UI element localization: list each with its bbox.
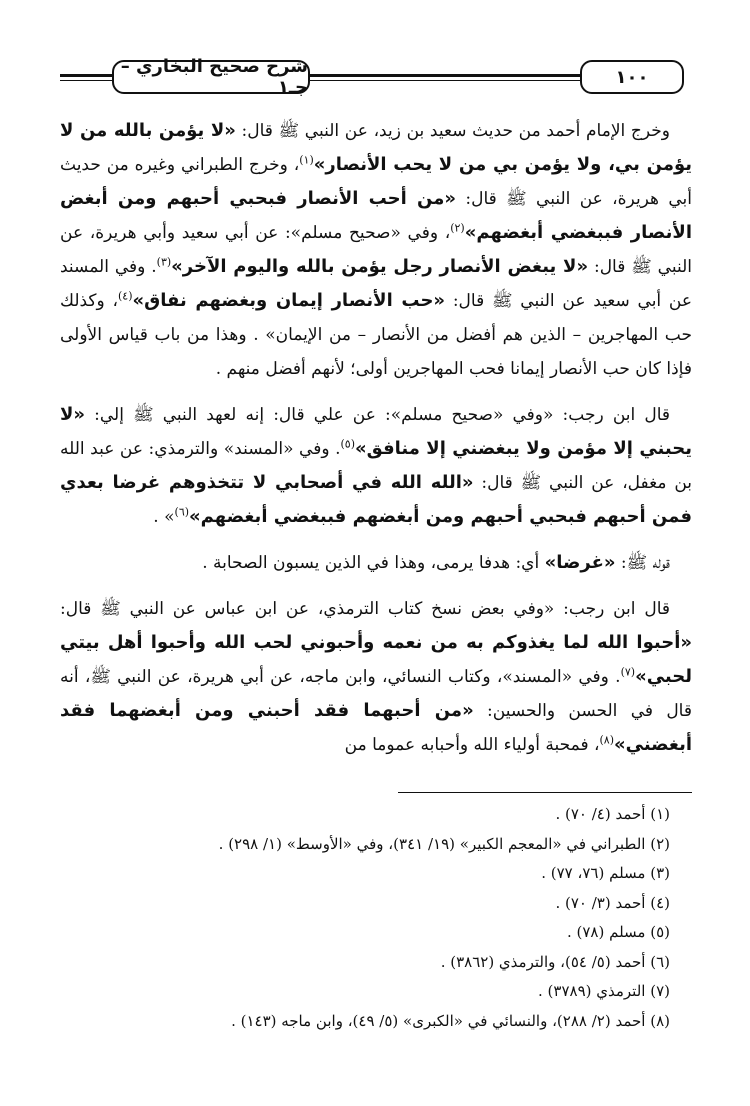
footnote: (٣) مسلم (٧٦، ٧٧) . bbox=[541, 864, 670, 882]
text-run: أي: هدفا يرمى، وهذا في الذين يسبون الصحابة . bbox=[202, 553, 545, 573]
hadith-quote: «غرضا» bbox=[544, 552, 616, 573]
text-run: قوله ﷺ: bbox=[615, 553, 670, 573]
footnotes bbox=[60, 800, 692, 1036]
text-run: قال ابن رجب: «وفي «صحيح مسلم»: عن علي قال: إنه لعهد النبي ﷺ إلي: bbox=[85, 405, 670, 425]
footnote: (٥) مسلم (٧٨) . bbox=[566, 923, 670, 941]
hadith-quote: «من أحب الأنصار فبحبي أحبهم ومن أبغض الأنصار فببغضي أبغضهم» bbox=[60, 188, 693, 243]
hadith-quote: «من أحبهما فقد أحبني ومن أبغضهما فقد أبغضني» bbox=[60, 700, 692, 755]
footnote-marker: (٢) bbox=[450, 221, 465, 235]
footnote: (٤) أحمد (٣/ ٧٠) . bbox=[555, 893, 670, 912]
footnote-marker: (١) bbox=[299, 153, 314, 167]
hadith-quote: «لا يحبني إلا مؤمن ولا يبغضني إلا منافق» bbox=[60, 404, 692, 459]
running-title: شرح صحيح البخاري – جـ١ bbox=[112, 60, 310, 94]
paragraph bbox=[60, 546, 692, 580]
hadith-quote: «حب الأنصار إيمان وبغضهم نفاق» bbox=[132, 290, 446, 311]
page-number: ١٠٠ bbox=[580, 60, 684, 94]
footnote: (٢) الطبراني في «المعجم الكبير» (١٩/ ٣٤١)، وفي «الأوسط» (١/ ٢٩٨) . bbox=[218, 834, 670, 853]
footnote-separator bbox=[398, 792, 692, 793]
footnote: (٧) الترمذي (٣٧٨٩) . bbox=[538, 982, 670, 1000]
text-run: قال ابن رجب: «وفي بعض نسخ كتاب الترمذي، عن ابن عباس عن النبي ﷺ قال: bbox=[60, 599, 670, 619]
hadith-quote: «لا يؤمن بالله من لا يؤمن بي، ولا يؤمن بي من لا يحب الأنصار» bbox=[60, 120, 693, 175]
text-run: . وفي «المسند»، وكتاب النسائي، وابن ماجه، عن أبي هريرة، عن النبي ﷺ، أنه قال في الحسن والحسين: bbox=[60, 667, 692, 721]
footnote-marker: (٧) bbox=[620, 665, 636, 679]
hadith-quote: «أحبوا الله لما يغذوكم به من نعمه وأحبوني لحب الله وأحبوا أهل بيتي لحبي» bbox=[60, 632, 692, 687]
text-run: ، فمحبة أولياء الله وأحبابه عموما من bbox=[344, 735, 600, 755]
hadith-quote: «لا يبغض الأنصار رجل يؤمن بالله واليوم الآخر» bbox=[171, 256, 589, 277]
paragraph bbox=[60, 592, 692, 762]
text-run: ، وكذلك حب المهاجرين – الذين هم أفضل من الأنصار – من الإيمان» . وهذا من باب قياس الأولى فإذا كان حب الأنصار إيمانا فحب المهاجرين أولى؛ لأنهم أفضل منهم . bbox=[60, 291, 692, 379]
header-rule-left-thin bbox=[60, 80, 120, 81]
text-run: وخرج الإمام أحمد من حديث سعيد بن زيد، عن النبي ﷺ قال: bbox=[235, 121, 670, 141]
paragraph bbox=[60, 114, 692, 386]
text-run: . وفي المسند عن أبي سعيد عن النبي ﷺ قال: bbox=[60, 257, 693, 311]
header-rule-left-thick bbox=[60, 74, 120, 77]
paragraph bbox=[60, 398, 692, 534]
text-run: ، وخرج الطبراني وغيره من حديث أبي هريرة، عن النبي ﷺ قال: bbox=[60, 155, 692, 209]
text-run: » . bbox=[153, 507, 175, 527]
page-header bbox=[60, 58, 692, 102]
footnote-marker: (٥) bbox=[340, 437, 355, 451]
footnote-marker: (٤) bbox=[118, 289, 133, 303]
footnote: (٦) أحمد (٥/ ٥٤)، والترمذي (٣٨٦٢) . bbox=[440, 952, 670, 971]
footnote-marker: (٣) bbox=[156, 255, 172, 269]
footnote: (١) أحمد (٤/ ٧٠) . bbox=[555, 805, 670, 823]
main-text bbox=[60, 114, 692, 762]
footnote-marker: (٦) bbox=[174, 505, 190, 519]
text-run: . وفي «المسند» والترمذي: عن عبد الله بن مغفل، عن النبي ﷺ قال: bbox=[60, 439, 693, 493]
footnote: (٨) أحمد (٢/ ٢٨٨)، والنسائي في «الكبرى» (٥/ ٤٩)، وابن ماجه (١٤٣) . bbox=[231, 1011, 670, 1030]
text-run: ، وفي «صحيح مسلم»: عن أبي سعيد وأبي هريرة، عن النبي ﷺ قال: bbox=[60, 223, 693, 277]
footnote-marker: (٨) bbox=[599, 733, 614, 747]
hadith-quote: «الله الله في أصحابي لا تتخذوهم غرضا بعدي فمن أحبهم فبحبي أحبهم ومن أبغضهم فببغضي أبغضهم» bbox=[60, 472, 692, 527]
